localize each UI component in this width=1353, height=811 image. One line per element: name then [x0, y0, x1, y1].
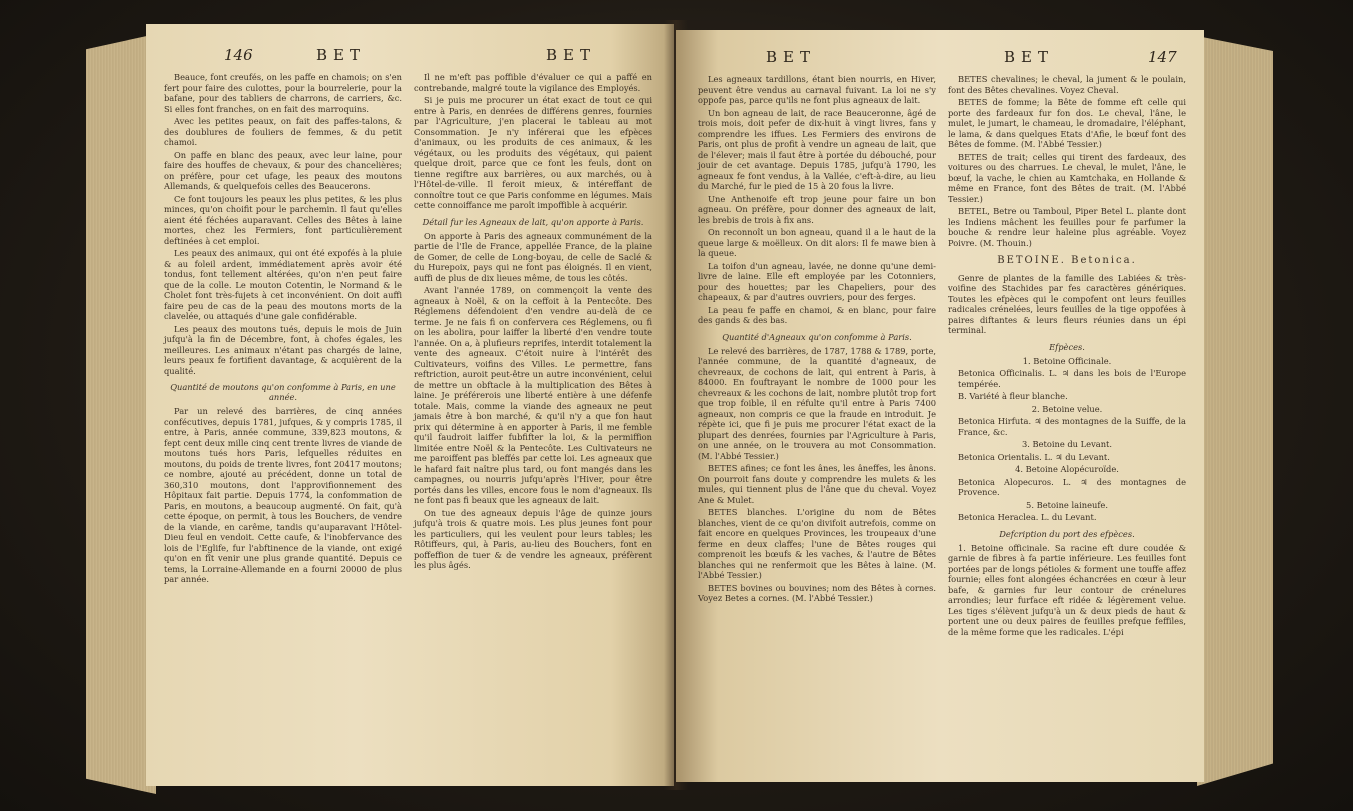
species-entry: Betonica Heraclea. L. du Levant. — [958, 512, 1097, 522]
section-heading: Efpèces. — [1049, 341, 1085, 352]
left-running-head-2: BET — [546, 46, 596, 64]
paragraph: Beauce, font creufés, on les paffe en chamois; on s'en fert pour faire des culottes, pour la bourrelerie, pour la bafane, pour des tabliers de charrons, de carriers, &c. Si elles font franches, on en fait des marroquins. — [164, 72, 402, 114]
paragraph: 1. Betoine officinale. Sa racine eft dure coudée & garnie de fibres à fa partie inférieure. Les feuilles font portées par de longs pétioles & forment une touffe affez fournie; elles font alongées échancrées en cœur à leur bafe, & garnies fur leur contour de crénelures arrondies; leur furface eft ridée & légèrement velue. Les tiges s'élèvent jufqu'à un & deux pieds de haut & portent une ou deux paires de feuilles prefque feffiles, de la même forme que les radicales. L'épi — [948, 542, 1186, 637]
right-page-column-1 — [698, 74, 936, 606]
section-heading: Quantité d'Agneaux qu'on confomme à Paris. — [722, 331, 912, 342]
species-entry: Betonica Orientalis. L. ♃ du Levant. — [958, 451, 1110, 462]
right-running-head-2: BET — [1004, 48, 1054, 66]
section-title: BETOINE. Betonica. — [997, 255, 1137, 266]
right-page-edges — [1197, 36, 1273, 786]
paragraph: Avec les petites peaux, on fait des paffes-talons, & des doublures de fouliers de femmes, & du petit chamoi. — [164, 116, 402, 147]
paragraph: La toifon d'un agneau, lavée, ne donne qu'une demi-livre de laine. Elle eft employée par les Cotonniers, pour des houettes; par les Chapeliers, pour des chapeaux, & par d'autres ouvriers, pour des ferges. — [698, 260, 936, 302]
paragraph: Une Anthenoife eft trop jeune pour faire un bon agneau. On préfère, pour donner des agneaux de lait, les brebis de trois à fix ans. — [698, 193, 936, 225]
right-page-column-2 — [948, 74, 1186, 639]
right-running-head-1: BET — [766, 48, 816, 66]
paragraph: Avant l'année 1789, on commençoit la vente des agneaux à Noël, & on la ceffoit à la Pentecôte. Des Réglemens défendoient d'en vendre au-delà de ce terme. Je ne fais fi on confervera ces Réglemens, ou fi on les abolira, pour laiffer la liberté d'en vendre toute l'année. On a, à plufieurs reprifes, interdit totalement la vente des agneaux. C'étoit nuire à l'intérêt des Cultivateurs, voifins des Villes. Le permettre, fans reftriction, auroit peut-être un autre inconvénient, celui de mettre un obftacle à la multiplication des Bêtes à laine. Je préférerois une liberté entière à une défenfe totale. Mais, comme la viande des agneaux ne peut jamais être à bon marché, & qu'il n'y a que fon haut prix qui détermine à en apporter à Paris, il me femble qu'il faudroit laiffer fubfifter la loi, & la permiffion limitée entre Noël & la Pentecôte. Les Cultivateurs ne me paroiffent pas bleffés par cette loi. Les agneaux que le hafard fait naître plus tard, ou font mangés dans les campagnes, ou nourris jufqu'après l'Hiver, pour être portés dans les villes, encore fous le nom d'agneaux. Ils ne font pas fi beaux que les agneaux de lait. — [414, 285, 652, 505]
species-entry: 2. Betoine velue. — [1031, 403, 1103, 414]
paragraph: Le relevé des barrières, de 1787, 1788 & 1789, porte, l'année commune, de la quantité d'agneaux, de chevreaux, de cochons de lait, qui entrent à Paris, à 84000. En fouftrayant le nombre de 1000 pour les chevreaux & les cochons de lait, nombre plutôt trop fort que trop foible, il en réfulte qu'il entre à Paris 7400 agneaux, non compris ce que la fraude en introduit. Je répète ici, que fi je puis me procurer l'état exact de la plupart des denrées, fournies par l'Agriculture à Paris, on une année, on le trouvera au mot Consommation. (M. l'Abbé Tessier.) — [698, 345, 936, 461]
species-entry: 5. Betoine laineufe. — [1026, 499, 1108, 510]
paragraph: Il ne m'eft pas poffible d'évaluer ce qui a paffé en contrebande, malgré toute la vigilance des Employés. — [414, 72, 652, 93]
paragraph: BETES de fomme; la Bête de fomme eft celle qui porte des fardeaux fur fon dos. Le cheval, l'âne, le mulet, le jumart, le chameau, le dromadaire, l'éléphant, le lama, & dans quelques Etats d'Afie, le bœuf font des Bêtes de fomme. (M. l'Abbé Tessier.) — [948, 97, 1186, 149]
species-entry: B. Variété à fleur blanche. — [958, 391, 1068, 401]
paragraph: On apporte à Paris des agneaux communément de la partie de l'Ile de France, appellée France, de la plaine de Gomer, de celle de Long-boyau, de celle de Saclé & du Hurepoix, pays qui ne font pas éloignés. Il en vient, auffi de plus de dix lieues même, de tous les côtés. — [414, 230, 652, 283]
species-entry: Betonica Alopecuros. L. ♃ des montagnes de Provence. — [958, 476, 1186, 497]
species-entry: Betonica Hirfuta. ♃ des montagnes de la Suiffe, de la France, &c. — [958, 416, 1186, 437]
paragraph: Les peaux des animaux, qui ont été expofés à la pluie & au foleil ardent, immédiatement après avoir été tondus, font tellement altérées, qu'on n'en peut faire que de la colle. Le mouton Cotentin, le Normand & le Cholet font très-fujets à cet inconvénient. On doit auffi faire peu de cas de la peau des moutons morts de la clavelée, ou attaqués d'une gale confidérable. — [164, 248, 402, 321]
paragraph: BETEL, Betre ou Tamboul, Piper Betel L. plante dont les Indiens mâchent les feuilles pour fe parfumer la bouche & rendre leur haleine plus agréable. Voyez Poivre. (M. Thouin.) — [948, 206, 1186, 248]
paragraph: BETES bovines ou bouvines; nom des Bêtes à cornes. Voyez Betes a cornes. (M. l'Abbé Tessier.) — [698, 582, 936, 603]
paragraph: On paffe en blanc des peaux, avec leur laine, pour faire des houffes de chevaux, & pour des chancelières; on préfère, pour cet ufage, les peaux des moutons Allemands, & quelquefois celles des Beaucerons. — [164, 149, 402, 191]
left-page — [146, 24, 674, 786]
paragraph: La peau fe paffe en chamoi, & en blanc, pour faire des gands & des bas. — [698, 304, 936, 325]
section-heading: Defcription du port des efpèces. — [999, 528, 1135, 539]
left-page-column-2 — [414, 72, 652, 573]
section-heading: Détail fur les Agneaux de lait, qu'on apporte à Paris. — [422, 216, 644, 227]
species-entry: 4. Betoine Alopécuroïde. — [1015, 464, 1119, 474]
left-page-number: 146 — [224, 46, 253, 64]
right-page — [676, 30, 1204, 782]
species-entry: 1. Betoine Officinale. — [1022, 355, 1112, 366]
paragraph: On reconnoît un bon agneau, quand il a le haut de la queue large & moëlleux. On dit alors: Il fe mawe bien à la queue. — [698, 227, 936, 258]
paragraph: On tue des agneaux depuis l'âge de quinze jours jufqu'à trois & quatre mois. Les plus jeunes font pour les particuliers, qui les veulent pour leurs tables; les Rôtiffeurs, qui, à Paris, au-lieu des Bouchers, font en poffeffion de tuer & de vendre les agneaux, préfèrent les plus âgés. — [414, 507, 652, 570]
paragraph: Si je puis me procurer un état exact de tout ce qui entre à Paris, en denrées de différens genres, fournies par l'Agriculture, j'en placerai le tableau au mot Consommation. Je n'y inférerai que les efpèces d'animaux, ou les produits de ces animaux, & les végétaux, ou les produits des végétaux, qui paient quelque droit, parce que ce font les feuls, dont on tienne regiftre aux barrières, ou aux marchés, ou à l'Hôtel-de-ville. Il feroit mieux, & intéreffant de connoître tout ce que Paris confomme en légumes. Mais cette connoiffance me paroît impoffible à acquérir. — [414, 95, 652, 210]
paragraph: BETES chevalines; le cheval, la jument & le poulain, font des Bêtes chevalines. Voyez Cheval. — [948, 74, 1186, 95]
paragraph: Ce font toujours les peaux les plus petites, & les plus minces, qu'on choifit pour le parchemin. Il faut qu'elles aient été féchées auparavant. Celles des Bêtes à laine mortes, chez les Fermiers, font particulièrement deftinées à cet emploi. — [164, 193, 402, 246]
paragraph: Par un relevé des barrières, de cinq années confécutives, depuis 1781, jufques, & y compris 1785, il entre, à Paris, année commune, 339,823 moutons, & fept cent deux mille cinq cent trente livres de viande de moutons tués hors Paris, lefquelles réduites en moutons, du poids de trente livres, font 20417 moutons; ce nombre, ajouté au précédent, donne un total de 360,310 moutons, dont l'approvifionnement des Hôpitaux fait partie. Depuis 1774, la confommation de Paris, en moutons, a beaucoup augmenté. On fait, qu'à cette époque, on permit, à tous les Bouchers, de vendre de la viande, en carême, tandis qu'auparavant l'Hôtel-Dieu feul en vendoit. Cette caufe, & l'inobfervance des lois de l'Eglife, fur l'abftinence de la viande, ont exigé qu'on en fît venir une plus grande quantité. Depuis ce tems, la Lorraine-Allemande en a fourni 20000 de plus par année. — [164, 406, 402, 584]
paragraph: Les peaux des moutons tués, depuis le mois de Juin jufqu'à la fin de Décembre, font, à chofes égales, les meilleures. Les animaux n'étant pas chargés de laine, leurs peaux fe fortifient davantage, & acquièrent de la qualité. — [164, 323, 402, 376]
paragraph: Genre de plantes de la famille des Labiées & très-voifine des Stachides par fes caractères génériques. Toutes les efpèces qui le compofent ont leurs feuilles radicales crénelées, leurs feuilles de la tige oppofées à paires diftantes & leurs fleurs réunies dans un épi terminal. — [948, 272, 1186, 335]
paragraph: BETES afines; ce font les ânes, les âneffes, les ânons. On pourroit fans doute y comprendre les mulets & les mules, qui tiennent plus de l'âne que du cheval. Voyez Ane & Mulet. — [698, 463, 936, 505]
paragraph: BETES blanches. L'origine du nom de Bêtes blanches, vient de ce qu'on divifoit autrefois, comme on fait encore en quelques Provinces, les troupeaux d'une ferme en deux claffes; l'une de Bêtes rouges qui comprenoit les bœufs & les vaches, & l'autre de Bêtes blanches qui ne renfermoit que les Bêtes à laine. (M. l'Abbé Tessier.) — [698, 507, 936, 580]
paragraph: Les agneaux tardillons, étant bien nourris, en Hiver, peuvent être vendus au carnaval fuivant. La loi ne s'y oppofe pas, parce qu'ils ne font plus agneaux de lait. — [698, 74, 936, 105]
species-entry: 3. Betoine du Levant. — [1021, 439, 1113, 449]
paragraph: Un bon agneau de lait, de race Beauceronne, âgé de trois mois, doit pefer de dix-huit à vingt livres, fans y comprendre les iffues. Les Fermiers des environs de Paris, ont plus de profit à vendre un agneau de lait, que de l'élever; mais il faut être à portée du débouché, pour jouir de cet avantage. Depuis 1785, jufqu'à 1790, les agneaux fe font vendus, à la Vallée, c'eft-à-dire, au lieu du Marché, fur le pied de 15 à 20 fous la livre. — [698, 107, 936, 191]
paragraph: BETES de trait; celles qui tirent des fardeaux, des voitures ou des charrues. Le cheval, le mulet, l'âne, le bœuf, la vache, le chien au Kamtchaka, en Hollande & même en France, font des Bêtes de trait. (M. l'Abbé Tessier.) — [948, 151, 1186, 204]
right-page-number: 147 — [1148, 48, 1177, 66]
section-heading: Quantité de moutons qu'on confomme à Paris, en une année. — [170, 382, 396, 402]
left-page-column-1 — [164, 72, 402, 587]
left-running-head-1: BET — [316, 46, 366, 64]
species-entry: Betonica Officinalis. L. ♃ dans les bois de l'Europe tempérée. — [958, 368, 1186, 389]
